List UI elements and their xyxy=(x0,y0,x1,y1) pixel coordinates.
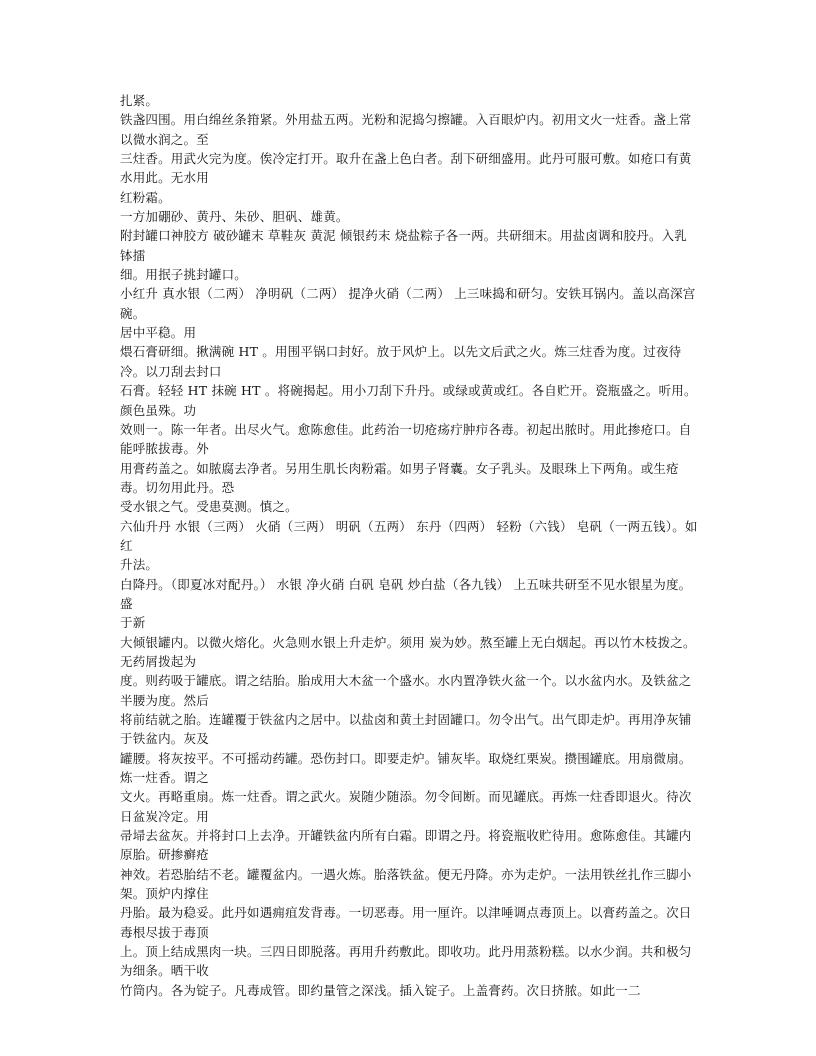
text-line: 神效。若恐胎结不老。罐覆盆内。一遇火炼。胎落铁盆。便无丹降。亦为走炉。一法用铁丝扎作三脚小架。顶炉内撑住 xyxy=(120,866,692,902)
text-line: 大倾银罐内。以微火熔化。火急则水银上升走炉。须用 炭为妙。熬至罐上无白烟起。再以竹木枝拨之。无药屑拨起为 xyxy=(120,634,696,669)
text-line: 受水银之气。受患莫测。慎之。 xyxy=(120,499,298,515)
text-line: 六仙升丹 水银（三两） 火硝（三两） 明矾（五两） 东丹（四两） 轻粉（六钱） 皂矾（一两五钱）。如红 xyxy=(120,518,698,553)
text-line: 扎紧。 xyxy=(120,93,159,108)
text-line: 附封罐口神胶方 破砂罐末 草鞋灰 黄泥 倾银药末 烧盐粽子各一两。共研细末。用盐卤调和胶丹。入乳钵擂 xyxy=(120,228,687,263)
text-line: 将前结就之胎。连罐覆于铁盆内之居中。以盐卤和黄土封固罐口。勿令出气。出气即走炉。再用净灰铺于铁盆内。灰及 xyxy=(120,712,692,747)
text-line: 用膏药盖之。如脓腐去净者。另用生肌长肉粉霜。如男子肾囊。女子乳头。及眼珠上下两角。或生疮毒。切勿用此丹。恐 xyxy=(120,460,679,495)
text-line: 三炷香。用武火完为度。俟冷定打开。取升在盏上色白者。刮下研细盛用。此丹可服可敷。如疮口有黄水用此。无水用 xyxy=(120,151,692,186)
text-line: 煨石膏研细。揪满碗 HT 。用围平锅口封好。放于风炉上。以先文后武之火。炼三炷香为度。过夜待冷。以刀刮去封口 xyxy=(120,344,682,379)
text-line: 于新 xyxy=(120,615,146,631)
text-line: 帚埽去盆灰。并将封口上去净。开罐铁盆内所有白霜。即谓之丹。将瓷瓶收贮待用。愈陈愈佳。其罐内原胎。研掺癣疮 xyxy=(120,828,692,863)
text-line: 上。顶上结成黑肉一块。三四日即脱落。再用升药敷此。即收功。此丹用蒸粉糕。以水少润。共和极匀为细条。晒干收 xyxy=(120,944,692,979)
text-line: 效则一。陈一年者。出尽火气。愈陈愈佳。此药治一切疮疡疔肿疖各毒。初起出脓时。用此掺疮口。自能呼脓拔毒。外 xyxy=(120,421,692,457)
text-line: 罐腰。将灰按平。不可摇动药罐。恐伤封口。即要走炉。铺灰毕。取烧红栗炭。攒围罐底。用扇微扇。炼一炷香。谓之 xyxy=(120,750,692,786)
text-line: 红粉霜。 xyxy=(120,189,171,205)
document-page xyxy=(120,91,698,1000)
text-line: 细。用抿子挑封罐口。 xyxy=(120,267,248,283)
text-line: 丹胎。最为稳妥。此丹如遇痈疽发背毒。一切恶毒。用一厘许。以津唾调点毒顶上。以膏药盖之。次日毒根尽拔于毒顶 xyxy=(120,905,692,940)
text-line: 白降丹。（即夏冰对配丹。） 水银 净火硝 白矾 皂矾 炒白盐（各九钱） 上五味共研至不见水银星为度。盛 xyxy=(120,576,692,611)
text-line: 竹筒内。各为锭子。凡毒成管。即约量管之深浅。插入锭子。上盖膏药。次日挤脓。如此一二 xyxy=(120,982,641,998)
text-line: 一方加硼砂、黄丹、朱砂、胆矾、雄黄。 xyxy=(120,209,349,225)
text-line: 升法。 xyxy=(120,557,159,573)
text-line: 铁盏四围。用白绵丝条箝紧。外用盐五两。光粉和泥捣匀擦罐。入百眼炉内。初用文火一炷香。盏上常以微水润之。至 xyxy=(120,112,692,147)
text-line: 居中平稳。用 xyxy=(120,325,197,341)
text-line: 石膏。轻轻 HT 抹碗 HT 。将碗揭起。用小刀刮下升丹。或绿或黄或红。各自贮开。瓷瓶盛之。听用。颜色虽殊。功 xyxy=(120,383,697,418)
text-line: 文火。再略重扇。炼一炷香。谓之武火。炭随少随添。勿令间断。而见罐底。再炼一炷香即退火。待次日盆炭冷定。用 xyxy=(120,789,692,824)
text-line: 小红升 真水银（二两） 净明矾（二两） 提净火硝（二两） 上三味捣和研匀。安铁耳锅内。盖以高深宫碗。 xyxy=(120,286,696,321)
text-line: 度。则药吸于罐底。谓之结胎。胎成用大木盆一个盛水。水内置净铁火盆一个。以水盆内水。及铁盆之半腰为度。然后 xyxy=(120,673,692,708)
